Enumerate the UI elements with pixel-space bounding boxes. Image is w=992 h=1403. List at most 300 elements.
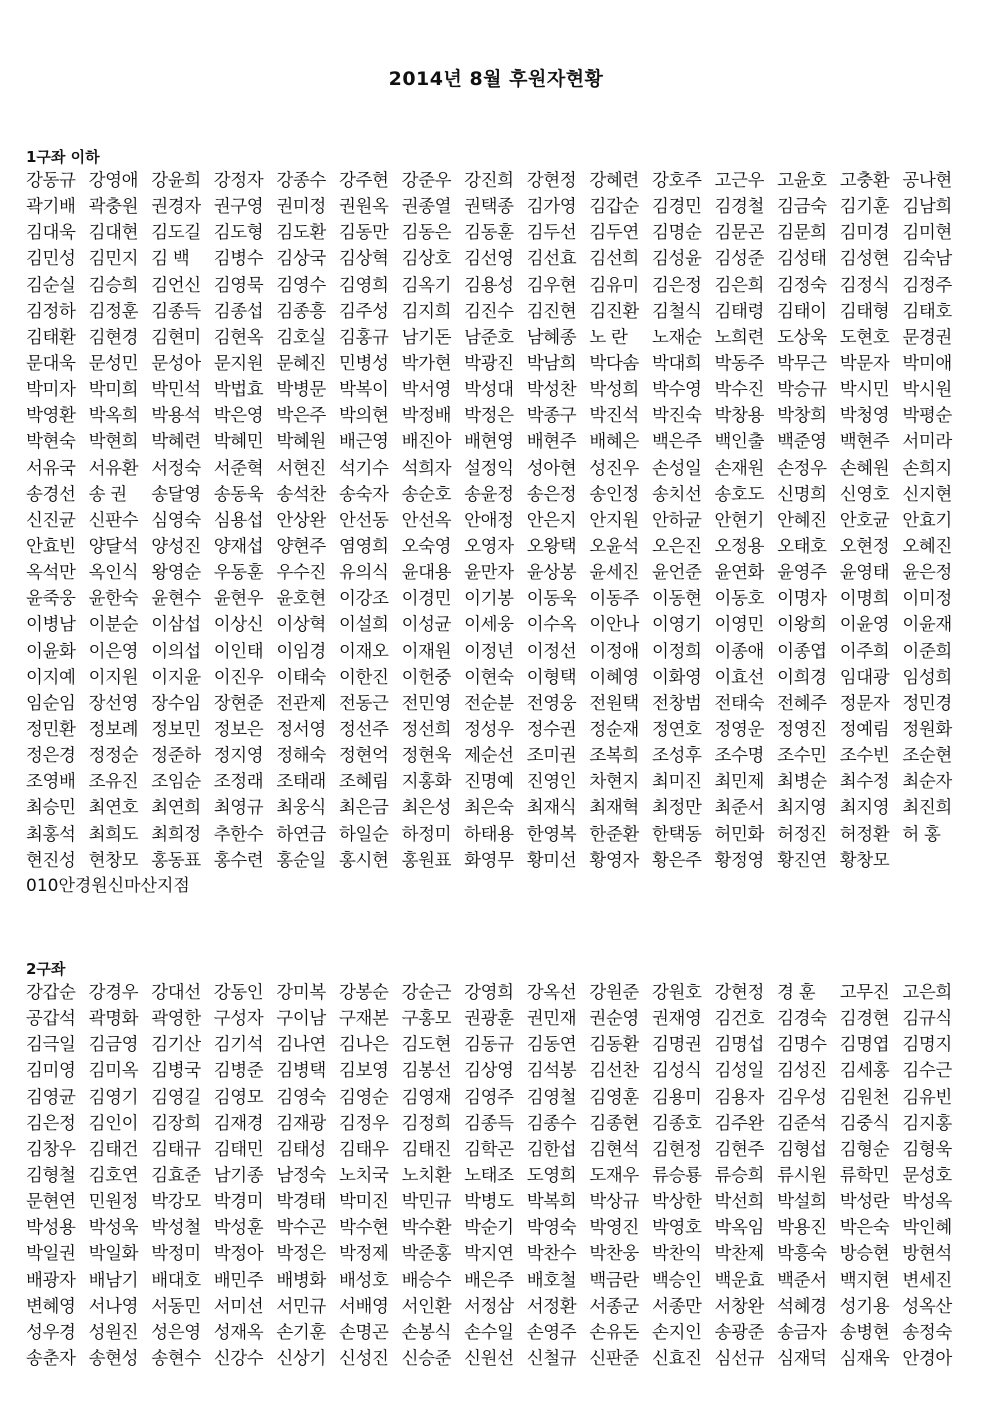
sponsor-name: 박성옥 — [902, 1192, 952, 1213]
sponsor-name: 안경아 — [902, 1348, 952, 1369]
sponsor-name: 김주완 — [714, 1113, 765, 1134]
sponsor-name: 이안나 — [589, 615, 639, 636]
sponsor-name: 안효기 — [902, 510, 952, 531]
sponsor-name: 도재우 — [589, 1165, 639, 1186]
sponsor-name: 안선옥 — [401, 510, 452, 531]
sponsor-name: 이설희 — [338, 615, 389, 636]
sponsor-name: 정예림 — [839, 719, 890, 740]
sponsor-name: 안선동 — [338, 510, 389, 531]
sponsor-name: 김선희 — [589, 249, 639, 270]
sponsor-name: 김주성 — [338, 301, 389, 322]
sponsor-name: 하태용 — [464, 824, 514, 845]
sponsor-name: 이왕희 — [777, 615, 827, 636]
sponsor-name: 김성준 — [714, 249, 765, 270]
sponsor-name: 박현숙 — [26, 432, 76, 453]
sponsor-name: 김태우 — [338, 1139, 389, 1160]
sponsor-name: 신철규 — [526, 1348, 577, 1369]
sponsor-name: 강영희 — [464, 983, 514, 1003]
sponsor-name: 배민주 — [213, 1270, 264, 1291]
sponsor-name: 김두선 — [526, 223, 577, 244]
sponsor-name: 김나은 — [338, 1035, 389, 1056]
sponsor-name: 전관제 — [276, 693, 326, 714]
sponsor-name: 김태형 — [839, 301, 890, 322]
sponsor-name: 조수빈 — [839, 746, 890, 767]
sponsor-name: 안현기 — [714, 510, 765, 531]
sponsor-name: 오정용 — [714, 536, 765, 557]
sponsor-name: 김문곤 — [714, 223, 765, 244]
sponsor-name: 곽기배 — [26, 197, 76, 218]
sponsor-name: 김규식 — [902, 1009, 952, 1030]
sponsor-name: 최순자 — [902, 772, 952, 793]
sponsor-name: 박시원 — [902, 380, 952, 401]
sponsor-name: 박정배 — [401, 406, 452, 427]
sponsor-name: 서정환 — [526, 1296, 577, 1317]
sponsor-name: 박순기 — [464, 1218, 514, 1239]
sponsor-name: 김지홍 — [902, 1113, 952, 1134]
sponsor-name: 박옥희 — [88, 406, 139, 427]
sponsor-name: 정수권 — [526, 719, 577, 740]
sponsor-name: 김성일 — [714, 1061, 765, 1082]
sponsor-name: 박대희 — [651, 353, 702, 374]
sponsor-name: 김갑순 — [589, 197, 639, 218]
sponsor-name: 박정아 — [213, 1244, 264, 1265]
sponsor-name: 정순재 — [589, 719, 639, 740]
sponsor-name: 강준우 — [401, 171, 452, 191]
sponsor-name: 송은정 — [526, 484, 577, 505]
sponsor-name: 김명권 — [651, 1035, 702, 1056]
sponsor-name: 정선희 — [401, 719, 452, 740]
sponsor-name: 손성일 — [651, 458, 702, 479]
sponsor-name: 전영웅 — [526, 693, 577, 714]
sponsor-name: 김현정 — [651, 1139, 702, 1160]
sponsor-name: 김동만 — [338, 223, 389, 244]
sponsor-name: 김태이 — [777, 301, 827, 322]
sponsor-name: 김우성 — [777, 1087, 827, 1108]
sponsor-name: 김종득 — [151, 301, 201, 322]
sponsor-name: 장선영 — [88, 693, 139, 714]
sponsor-name: 김경민 — [651, 197, 702, 218]
sponsor-name: 김보영 — [338, 1061, 389, 1082]
sponsor-name: 배호철 — [526, 1270, 577, 1291]
sponsor-name: 정문자 — [839, 693, 890, 714]
sponsor-name: 김지희 — [401, 301, 452, 322]
sponsor-name: 박종구 — [526, 406, 577, 427]
sponsor-name: 조성후 — [651, 746, 702, 767]
sponsor-name: 송동욱 — [213, 484, 264, 505]
sponsor-name: 안지원 — [589, 510, 639, 531]
sponsor-name: 김수근 — [902, 1061, 952, 1082]
sponsor-name: 김형철 — [26, 1165, 76, 1186]
sponsor-name: 권원옥 — [338, 197, 389, 218]
sponsor-name: 김영순 — [338, 1087, 389, 1108]
sponsor-name: 김성현 — [839, 249, 890, 270]
sponsor-name: 박인혜 — [902, 1218, 952, 1239]
sponsor-name: 서창완 — [714, 1296, 765, 1317]
sponsor-name: 김정주 — [902, 275, 952, 296]
sponsor-name: 이지예 — [26, 667, 76, 688]
sponsor-name: 김유미 — [589, 275, 639, 296]
sponsor-name: 박수환 — [401, 1218, 452, 1239]
sponsor-name: 문성호 — [902, 1165, 952, 1186]
sponsor-name: 이병남 — [26, 615, 76, 636]
sponsor-name: 김명섭 — [714, 1035, 765, 1056]
sponsor-name: 최지영 — [777, 798, 827, 819]
sponsor-name: 서유국 — [26, 458, 76, 479]
sponsor-name: 윤언준 — [651, 563, 702, 584]
sponsor-name: 박은주 — [276, 406, 326, 427]
sponsor-name: 노재순 — [651, 327, 702, 348]
sponsor-name: 이준희 — [902, 641, 952, 662]
sponsor-name: 박성훈 — [213, 1218, 264, 1239]
sponsor-name: 전민영 — [401, 693, 452, 714]
sponsor-name: 변세진 — [902, 1270, 952, 1291]
sponsor-name: 배남기 — [88, 1270, 139, 1291]
sponsor-name: 고은희 — [902, 983, 952, 1003]
sponsor-name: 박혜민 — [213, 432, 264, 453]
sponsor-name: 김태령 — [714, 301, 765, 322]
sponsor-name: 강봉순 — [338, 983, 389, 1003]
sponsor-name: 배은주 — [464, 1270, 514, 1291]
sponsor-name: 심영숙 — [151, 510, 201, 531]
sponsor-name: 남준호 — [464, 327, 514, 348]
sponsor-name: 박영진 — [589, 1218, 639, 1239]
sponsor-name: 양재섭 — [213, 536, 264, 557]
sponsor-name: 김상호 — [401, 249, 452, 270]
sponsor-name: 조미권 — [526, 746, 577, 767]
sponsor-name: 송금자 — [777, 1322, 827, 1343]
sponsor-name: 김영재 — [401, 1087, 452, 1108]
sponsor-name: 이경민 — [401, 589, 452, 610]
sponsor-name: 양현주 — [276, 536, 326, 557]
sponsor-name: 오숙영 — [401, 536, 452, 557]
sponsor-name: 양달석 — [88, 536, 139, 557]
sponsor-name: 김종수 — [526, 1113, 577, 1134]
sponsor-name: 박은영 — [213, 406, 264, 427]
sponsor-name: 신강수 — [213, 1348, 264, 1369]
sponsor-name: 김선영 — [464, 249, 514, 270]
sponsor-name: 이현숙 — [464, 667, 514, 688]
sponsor-name: 김정우 — [338, 1113, 389, 1134]
sponsor-name: 권순영 — [589, 1009, 639, 1030]
sponsor-name: 성은영 — [151, 1322, 201, 1343]
sponsor-name: 강순근 — [401, 983, 452, 1003]
sponsor-name: 최민제 — [714, 772, 765, 793]
sponsor-name: 김종호 — [651, 1113, 702, 1134]
sponsor-name: 곽영한 — [151, 1009, 201, 1030]
sponsor-name: 박흥숙 — [777, 1244, 827, 1265]
sponsor-name: 이지윤 — [151, 667, 201, 688]
sponsor-name: 강원호 — [651, 983, 702, 1003]
sponsor-name: 최희도 — [88, 824, 139, 845]
sponsor-name: 이정년 — [464, 641, 514, 662]
sponsor-name: 김철식 — [651, 301, 702, 322]
sponsor-name: 김진환 — [589, 301, 639, 322]
sponsor-name: 박복희 — [526, 1192, 577, 1213]
sponsor-name: 고윤호 — [777, 171, 827, 191]
sponsor-name: 고무진 — [839, 983, 890, 1003]
sponsor-name: 최진희 — [902, 798, 952, 819]
sponsor-name: 정준하 — [151, 746, 201, 767]
sponsor-name: 윤현수 — [151, 589, 201, 610]
sponsor-name: 박지연 — [464, 1244, 514, 1265]
sponsor-name: 김기석 — [213, 1035, 264, 1056]
sponsor-name: 박찬익 — [651, 1244, 702, 1265]
sponsor-name: 조유진 — [88, 772, 139, 793]
sponsor-name: 김동훈 — [464, 223, 514, 244]
sponsor-name: 김경철 — [714, 197, 765, 218]
sponsor-name: 서민규 — [276, 1296, 326, 1317]
sponsor-name: 김병수 — [213, 249, 264, 270]
sponsor-name: 허정환 — [839, 824, 890, 845]
sponsor-name: 김나연 — [276, 1035, 326, 1056]
sponsor-name: 송경선 — [26, 484, 76, 505]
sponsor-name: 신지현 — [902, 484, 952, 505]
sponsor-name: 성옥산 — [902, 1296, 952, 1317]
sponsor-name: 황정영 — [714, 850, 765, 871]
sponsor-name: 임대광 — [839, 667, 890, 688]
sponsor-name: 이기봉 — [464, 589, 514, 610]
sponsor-name: 김태민 — [213, 1139, 264, 1160]
sponsor-name: 박미진 — [338, 1192, 389, 1213]
sponsor-name: 김진수 — [464, 301, 514, 322]
sponsor-name: 오왕택 — [526, 536, 577, 557]
sponsor-name: 오혜진 — [902, 536, 952, 557]
sponsor-name: 홍시현 — [338, 850, 389, 871]
sponsor-name: 박은숙 — [839, 1218, 890, 1239]
sponsor-name: 신판준 — [589, 1348, 639, 1369]
sponsor-name: 양성진 — [151, 536, 201, 557]
sponsor-name: 황영자 — [589, 850, 639, 871]
sponsor-name: 최준서 — [714, 798, 765, 819]
sponsor-name: 박경미 — [213, 1192, 264, 1213]
sponsor-name: 차현지 — [589, 772, 639, 793]
sponsor-name: 박준홍 — [401, 1244, 452, 1265]
sponsor-name: 서현진 — [276, 458, 326, 479]
sponsor-name: 이은영 — [88, 641, 139, 662]
sponsor-name: 김미경 — [839, 223, 890, 244]
sponsor-name: 손희지 — [902, 458, 952, 479]
sponsor-name: 박민규 — [401, 1192, 452, 1213]
sponsor-name: 진영인 — [526, 772, 577, 793]
sponsor-name: 배승수 — [401, 1270, 452, 1291]
sponsor-name: 한택동 — [651, 824, 702, 845]
sponsor-name: 송광준 — [714, 1322, 765, 1343]
section-heading: 1구좌 이하 — [26, 148, 100, 166]
sponsor-name: 김종현 — [589, 1113, 639, 1134]
sponsor-name: 허 홍 — [902, 824, 941, 845]
sponsor-name: 손기훈 — [276, 1322, 326, 1343]
sponsor-name: 이헌중 — [401, 667, 452, 688]
sponsor-name: 이의섭 — [151, 641, 201, 662]
sponsor-name: 서동민 — [151, 1296, 201, 1317]
sponsor-name: 김태진 — [401, 1139, 452, 1160]
sponsor-name: 박찬제 — [714, 1244, 765, 1265]
sponsor-name: 성재옥 — [213, 1322, 264, 1343]
sponsor-name: 정민환 — [26, 719, 76, 740]
sponsor-name: 조태래 — [276, 772, 326, 793]
sponsor-name: 안하균 — [651, 510, 702, 531]
sponsor-name: 류승희 — [714, 1165, 765, 1186]
name-list — [26, 168, 966, 874]
sponsor-name: 김 백 — [151, 249, 190, 270]
sponsor-name: 박정제 — [338, 1244, 389, 1265]
sponsor-name: 한준환 — [589, 824, 639, 845]
sponsor-name: 옥인식 — [88, 563, 139, 584]
sponsor-name: 변혜영 — [26, 1296, 76, 1317]
sponsor-name: 강옥선 — [526, 983, 577, 1003]
sponsor-name: 신진균 — [26, 510, 76, 531]
sponsor-name: 구이남 — [276, 1009, 326, 1030]
sponsor-name: 강동규 — [26, 171, 76, 191]
sponsor-name: 박수영 — [651, 380, 702, 401]
sponsor-name: 구성자 — [213, 1009, 264, 1030]
sponsor-name: 안혜진 — [777, 510, 827, 531]
sponsor-name: 윤현우 — [213, 589, 264, 610]
sponsor-name: 홍동표 — [151, 850, 201, 871]
sponsor-name: 박승규 — [777, 380, 827, 401]
sponsor-name: 왕영순 — [151, 563, 201, 584]
sponsor-name: 김준석 — [777, 1113, 827, 1134]
sponsor-name: 강원준 — [589, 983, 639, 1003]
sponsor-name: 김병택 — [276, 1061, 326, 1082]
sponsor-name: 홍순일 — [276, 850, 326, 871]
sponsor-name: 이재오 — [338, 641, 389, 662]
sponsor-name: 허정진 — [777, 824, 827, 845]
sponsor-name: 최병순 — [777, 772, 827, 793]
sponsor-name: 송현성 — [88, 1348, 139, 1369]
sponsor-name: 김도형 — [213, 223, 264, 244]
sponsor-name: 권택종 — [464, 197, 514, 218]
sponsor-name: 유의식 — [338, 563, 389, 584]
sponsor-name: 문지원 — [213, 353, 264, 374]
sponsor-name: 권민재 — [526, 1009, 577, 1030]
sponsor-name: 조수명 — [714, 746, 765, 767]
sponsor-name: 김세홍 — [839, 1061, 890, 1082]
sponsor-name: 김은정 — [26, 1113, 76, 1134]
sponsor-name: 신원선 — [464, 1348, 514, 1369]
sponsor-name: 박정은 — [464, 406, 514, 427]
sponsor-name: 이지원 — [88, 667, 139, 688]
sponsor-name: 김미영 — [26, 1061, 76, 1082]
sponsor-name: 박미애 — [902, 353, 952, 374]
sponsor-name: 정원화 — [902, 719, 952, 740]
sponsor-name: 안효빈 — [26, 536, 76, 557]
sponsor-name: 박광진 — [464, 353, 514, 374]
section-1 — [26, 146, 966, 898]
sponsor-name: 김용미 — [651, 1087, 702, 1108]
name-list — [26, 980, 966, 1372]
sponsor-name: 강호주 — [651, 171, 702, 191]
sponsor-name: 손영주 — [526, 1322, 577, 1343]
sponsor-name: 정영운 — [714, 719, 765, 740]
sponsor-name: 옥석만 — [26, 563, 76, 584]
sponsor-name: 안상완 — [276, 510, 326, 531]
sponsor-name: 김현경 — [88, 327, 139, 348]
sponsor-name: 박상규 — [589, 1192, 639, 1213]
sponsor-name: 김경숙 — [777, 1009, 827, 1030]
sponsor-name: 이영기 — [651, 615, 702, 636]
sponsor-name: 권경자 — [151, 197, 201, 218]
sponsor-name: 김병준 — [213, 1061, 264, 1082]
sponsor-name: 서유환 — [88, 458, 139, 479]
sponsor-name: 김선효 — [526, 249, 577, 270]
sponsor-name: 곽명화 — [88, 1009, 139, 1030]
sponsor-name: 박성욱 — [88, 1218, 139, 1239]
sponsor-name: 석기수 — [338, 458, 389, 479]
sponsor-name: 이성균 — [401, 615, 452, 636]
sponsor-name: 이효선 — [714, 667, 765, 688]
sponsor-name: 이영민 — [714, 615, 765, 636]
sponsor-name: 이동현 — [651, 589, 702, 610]
sponsor-name: 문대욱 — [26, 353, 76, 374]
sponsor-name: 심재욱 — [839, 1348, 890, 1369]
sponsor-name: 성진우 — [589, 458, 639, 479]
sponsor-name: 백은주 — [651, 432, 702, 453]
sponsor-name: 윤호현 — [276, 589, 326, 610]
sponsor-name: 백준서 — [777, 1270, 827, 1291]
sponsor-name: 문혜진 — [276, 353, 326, 374]
sponsor-name: 윤영주 — [777, 563, 827, 584]
sponsor-name: 황은주 — [651, 850, 702, 871]
sponsor-name: 이삼섭 — [151, 615, 201, 636]
sponsor-name: 제순선 — [464, 746, 514, 767]
sponsor-name: 최정만 — [651, 798, 702, 819]
sponsor-name: 고근우 — [714, 171, 765, 191]
sponsor-name: 김장희 — [151, 1113, 201, 1134]
sponsor-name: 김영수 — [276, 275, 326, 296]
sponsor-name: 김영철 — [526, 1087, 577, 1108]
sponsor-name: 박시민 — [839, 380, 890, 401]
sponsor-name: 이정선 — [526, 641, 577, 662]
sponsor-name: 조복희 — [589, 746, 639, 767]
sponsor-name: 남혜종 — [526, 327, 577, 348]
sponsor-name: 박평순 — [902, 406, 952, 427]
sponsor-name: 김금영 — [88, 1035, 139, 1056]
sponsor-name: 박무근 — [777, 353, 827, 374]
sponsor-name: 박서영 — [401, 380, 452, 401]
sponsor-name: 박성찬 — [526, 380, 577, 401]
sponsor-name: 서정숙 — [151, 458, 201, 479]
sponsor-name: 박용진 — [777, 1218, 827, 1239]
sponsor-name: 윤죽웅 — [26, 589, 76, 610]
sponsor-name: 공갑석 — [26, 1009, 76, 1030]
sponsor-name: 김정희 — [401, 1113, 452, 1134]
sponsor-name: 박혜원 — [276, 432, 326, 453]
sponsor-name: 심재덕 — [777, 1348, 827, 1369]
sponsor-name: 노희련 — [714, 327, 765, 348]
sponsor-name: 도상욱 — [777, 327, 827, 348]
sponsor-name: 심선규 — [714, 1348, 765, 1369]
sponsor-name: 김현석 — [589, 1139, 639, 1160]
sponsor-name: 서미라 — [902, 432, 952, 453]
sponsor-name: 서나영 — [88, 1296, 139, 1317]
sponsor-name: 김영균 — [26, 1087, 76, 1108]
sponsor-name: 송달영 — [151, 484, 201, 505]
sponsor-name: 윤세진 — [589, 563, 639, 584]
sponsor-name: 성원진 — [88, 1322, 139, 1343]
sponsor-name: 김재광 — [276, 1113, 326, 1134]
sponsor-name: 이동주 — [589, 589, 639, 610]
sponsor-name: 김한섭 — [526, 1139, 577, 1160]
sponsor-name: 홍원표 — [401, 850, 452, 871]
sponsor-name: 손봉식 — [401, 1322, 452, 1343]
sponsor-name: 손혜원 — [839, 458, 890, 479]
sponsor-name: 윤대용 — [401, 563, 452, 584]
sponsor-name: 이희경 — [777, 667, 827, 688]
sponsor-name: 백준영 — [777, 432, 827, 453]
sponsor-name: 김도현 — [401, 1035, 452, 1056]
sponsor-name: 홍수련 — [213, 850, 264, 871]
